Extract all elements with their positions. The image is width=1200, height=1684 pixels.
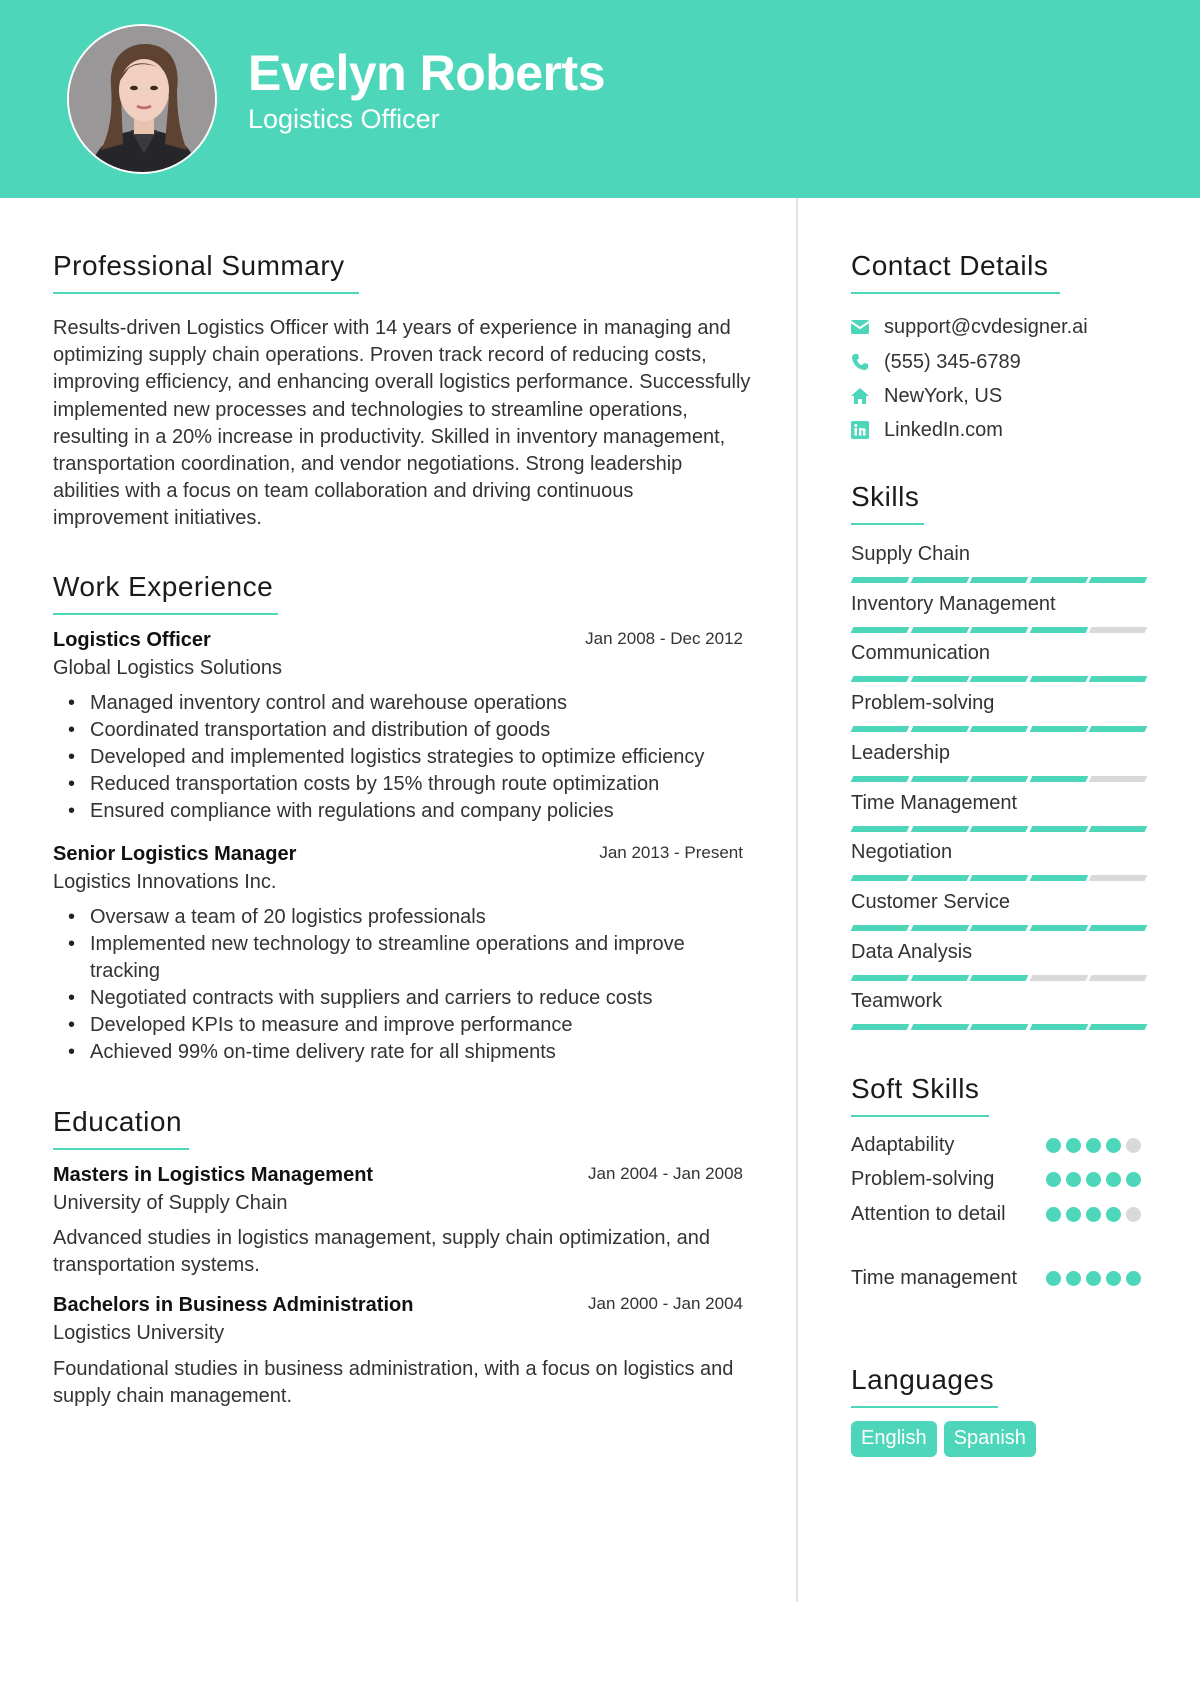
language-badge: English [851, 1421, 937, 1457]
rating-dot-filled [1086, 1138, 1101, 1153]
contact-linkedin[interactable] [850, 416, 1003, 444]
candidate-name: Evelyn Roberts [248, 45, 606, 101]
home-icon [850, 386, 870, 406]
language-badge: Spanish [944, 1421, 1036, 1457]
skill-segment-filled [910, 726, 968, 732]
skill-segment-empty [1089, 975, 1147, 981]
skill-segment-filled [1029, 925, 1087, 931]
skill-segment-filled [851, 776, 909, 782]
education-heading: Education [53, 1106, 189, 1150]
skill-level-bar [852, 925, 1146, 931]
degree-dates: Jan 2004 - Jan 2008 [587, 1164, 743, 1183]
rating-dot-filled [1086, 1207, 1101, 1222]
skill-segment-empty [1089, 627, 1147, 633]
skill-segment-empty [1089, 875, 1147, 881]
soft-skill-rating [1046, 1271, 1141, 1286]
skill-segment-filled [910, 776, 968, 782]
skill-segment-filled [851, 676, 909, 682]
school-name: University of Supply Chain [53, 1192, 288, 1214]
header-banner [0, 0, 1200, 198]
linkedin-text: LinkedIn.com [884, 418, 1003, 441]
skill-level-bar [852, 577, 1146, 583]
avatar [67, 24, 217, 174]
rating-dot-filled [1046, 1138, 1061, 1153]
skill-segment-filled [910, 826, 968, 832]
skill-segment-filled [851, 826, 909, 832]
skill-name: Problem-solving [851, 692, 995, 715]
skill-segment-filled [851, 925, 909, 931]
skill-segment-filled [1029, 676, 1087, 682]
skill-level-bar [852, 826, 1146, 832]
skill-segment-filled [1029, 776, 1087, 782]
skill-name: Inventory Management [851, 592, 1056, 615]
skill-segment-filled [910, 975, 968, 981]
degree-title: Masters in Logistics Management [53, 1164, 374, 1186]
soft-skill-rating [1046, 1172, 1141, 1187]
skill-segment-filled [851, 1024, 909, 1030]
rating-dot-filled [1046, 1207, 1061, 1222]
skill-segment-filled [851, 577, 909, 583]
skill-level-bar [852, 627, 1146, 633]
skill-segment-filled [970, 925, 1028, 931]
skill-name: Leadership [851, 741, 950, 764]
skill-name: Time Management [851, 791, 1017, 814]
skill-segment-filled [970, 676, 1028, 682]
skill-segment-filled [1089, 826, 1147, 832]
rating-dot-filled [1126, 1172, 1141, 1187]
rating-dot-filled [1126, 1271, 1141, 1286]
skill-segment-filled [1089, 577, 1147, 583]
skill-segment-filled [1029, 1024, 1087, 1030]
bullet-item: • Developed KPIs to measure and improve performance [90, 1012, 750, 1039]
rating-dot-filled [1106, 1138, 1121, 1153]
job-company: Global Logistics Solutions [53, 657, 283, 679]
skill-segment-filled [1089, 726, 1147, 732]
soft-skill-name: Adaptability [851, 1134, 955, 1156]
skill-segment-filled [910, 577, 968, 583]
rating-dot-filled [1066, 1207, 1081, 1222]
skill-segment-filled [1029, 627, 1087, 633]
bullet-item: • Implemented new technology to streamline operations and improve tracking [90, 931, 750, 985]
rating-dot-filled [1106, 1207, 1121, 1222]
soft-skill-name: Problem-solving [851, 1168, 995, 1190]
degree-dates: Jan 2000 - Jan 2004 [587, 1294, 743, 1313]
location-text: NewYork, US [884, 384, 1003, 407]
skill-segment-filled [970, 1024, 1028, 1030]
soft-skill-rating [1046, 1138, 1141, 1153]
skill-segment-filled [970, 975, 1028, 981]
skill-level-bar [852, 875, 1146, 881]
skill-segment-filled [970, 826, 1028, 832]
bullet-item: • Negotiated contracts with suppliers and carriers to reduce costs [90, 985, 750, 1012]
skill-level-bar [852, 975, 1146, 981]
skill-level-bar [852, 1024, 1146, 1030]
soft-skill-rating [1046, 1207, 1141, 1222]
job-title: Senior Logistics Manager [53, 843, 297, 865]
skill-level-bar [852, 726, 1146, 732]
skill-name: Communication [851, 642, 990, 665]
skill-name: Supply Chain [851, 543, 970, 565]
bullet-item: • Ensured compliance with regulations and company policies [90, 798, 750, 825]
languages-list [851, 1421, 1036, 1457]
contact-heading: Contact Details [851, 250, 1060, 294]
bullet-item: • Achieved 99% on-time delivery rate for all shipments [90, 1039, 750, 1066]
skill-segment-filled [1029, 826, 1087, 832]
bullet-item: • Reduced transportation costs by 15% through route optimization [90, 771, 750, 798]
skill-segment-empty [1089, 776, 1147, 782]
column-divider [796, 198, 798, 1602]
skill-segment-filled [910, 1024, 968, 1030]
school-name: Logistics University [53, 1322, 225, 1344]
bullet-item: • Developed and implemented logistics strategies to optimize efficiency [90, 744, 750, 771]
skill-level-bar [852, 676, 1146, 682]
skill-name: Teamwork [851, 990, 943, 1013]
skill-name: Negotiation [851, 841, 953, 864]
skill-name: Customer Service [851, 890, 1010, 913]
skill-segment-filled [910, 925, 968, 931]
skill-segment-filled [910, 875, 968, 881]
skill-segment-filled [1029, 875, 1087, 881]
skill-segment-empty [1029, 975, 1087, 981]
candidate-title: Logistics Officer [248, 104, 440, 134]
job-title: Logistics Officer [53, 629, 211, 651]
job-company: Logistics Innovations Inc. [53, 871, 277, 893]
rating-dot-filled [1046, 1172, 1061, 1187]
skill-segment-filled [1029, 726, 1087, 732]
profile-photo [69, 26, 217, 174]
skill-segment-filled [910, 676, 968, 682]
skill-segment-filled [851, 726, 909, 732]
rating-dot-filled [1086, 1271, 1101, 1286]
skills-heading: Skills [851, 481, 924, 525]
contact-location [850, 382, 1002, 410]
contact-email[interactable] [850, 313, 1088, 341]
rating-dot-filled [1106, 1271, 1121, 1286]
rating-dot-filled [1066, 1172, 1081, 1187]
skill-level-bar [852, 776, 1146, 782]
rating-dot-filled [1046, 1271, 1061, 1286]
rating-dot-filled [1086, 1172, 1101, 1187]
job-dates: Jan 2008 - Dec 2012 [585, 629, 743, 648]
rating-dot-filled [1066, 1138, 1081, 1153]
email-text: support@cvdesigner.ai [884, 315, 1088, 338]
rating-dot-filled [1066, 1271, 1081, 1286]
soft-skill-name: Attention to detail [851, 1203, 1006, 1225]
skill-segment-filled [1089, 676, 1147, 682]
summary-text: Results-driven Logistics Officer with 14 years of experience in managing and optimizing supply chain operations. Proven track record of reducing costs, improving efficiency, and enhancing overall logistics performance. Successfully implemented new processes and technologies to streamline operations, resulting in a 20% increase in productivity. Skilled in inventory management, transportation coordination, and vendor negotiations. Strong leadership abilities with a focus on team collaboration and driving continuous improvement initiatives. [53, 317, 751, 530]
skill-segment-filled [970, 875, 1028, 881]
job-bullets [90, 904, 750, 1066]
skill-segment-filled [970, 627, 1028, 633]
skill-segment-filled [851, 975, 909, 981]
soft-skills-heading: Soft Skills [851, 1073, 989, 1117]
rating-dot-empty [1126, 1138, 1141, 1153]
skill-segment-filled [851, 627, 909, 633]
phone-text: (555) 345-6789 [884, 350, 1021, 373]
phone-icon [850, 352, 870, 372]
linkedin-icon [850, 420, 870, 440]
skill-segment-filled [910, 627, 968, 633]
degree-title: Bachelors in Business Administration [53, 1294, 414, 1316]
skill-segment-filled [1029, 577, 1087, 583]
contact-phone[interactable] [850, 348, 1021, 376]
skill-segment-filled [970, 776, 1028, 782]
skill-segment-filled [970, 726, 1028, 732]
languages-heading: Languages [851, 1364, 998, 1408]
job-dates: Jan 2013 - Present [599, 843, 743, 862]
skill-segment-filled [1089, 1024, 1147, 1030]
skill-segment-filled [1089, 925, 1147, 931]
skill-segment-filled [970, 577, 1028, 583]
job-bullets [90, 690, 750, 825]
skill-segment-filled [851, 875, 909, 881]
envelope-icon [850, 317, 870, 337]
work-heading: Work Experience [53, 571, 278, 615]
bullet-item: • Oversaw a team of 20 logistics professionals [90, 904, 750, 931]
bullet-item: • Managed inventory control and warehouse operations [90, 690, 750, 717]
soft-skill-name: Time management [851, 1267, 1017, 1289]
degree-description: Advanced studies in logistics management, supply chain optimization, and transportation systems. [53, 1227, 711, 1276]
rating-dot-filled [1106, 1172, 1121, 1187]
degree-description: Foundational studies in business administration, with a focus on logistics and supply chain management. [53, 1358, 734, 1407]
summary-heading: Professional Summary [53, 250, 359, 294]
rating-dot-empty [1126, 1207, 1141, 1222]
bullet-item: • Coordinated transportation and distribution of goods [90, 717, 750, 744]
skill-name: Data Analysis [851, 940, 973, 963]
